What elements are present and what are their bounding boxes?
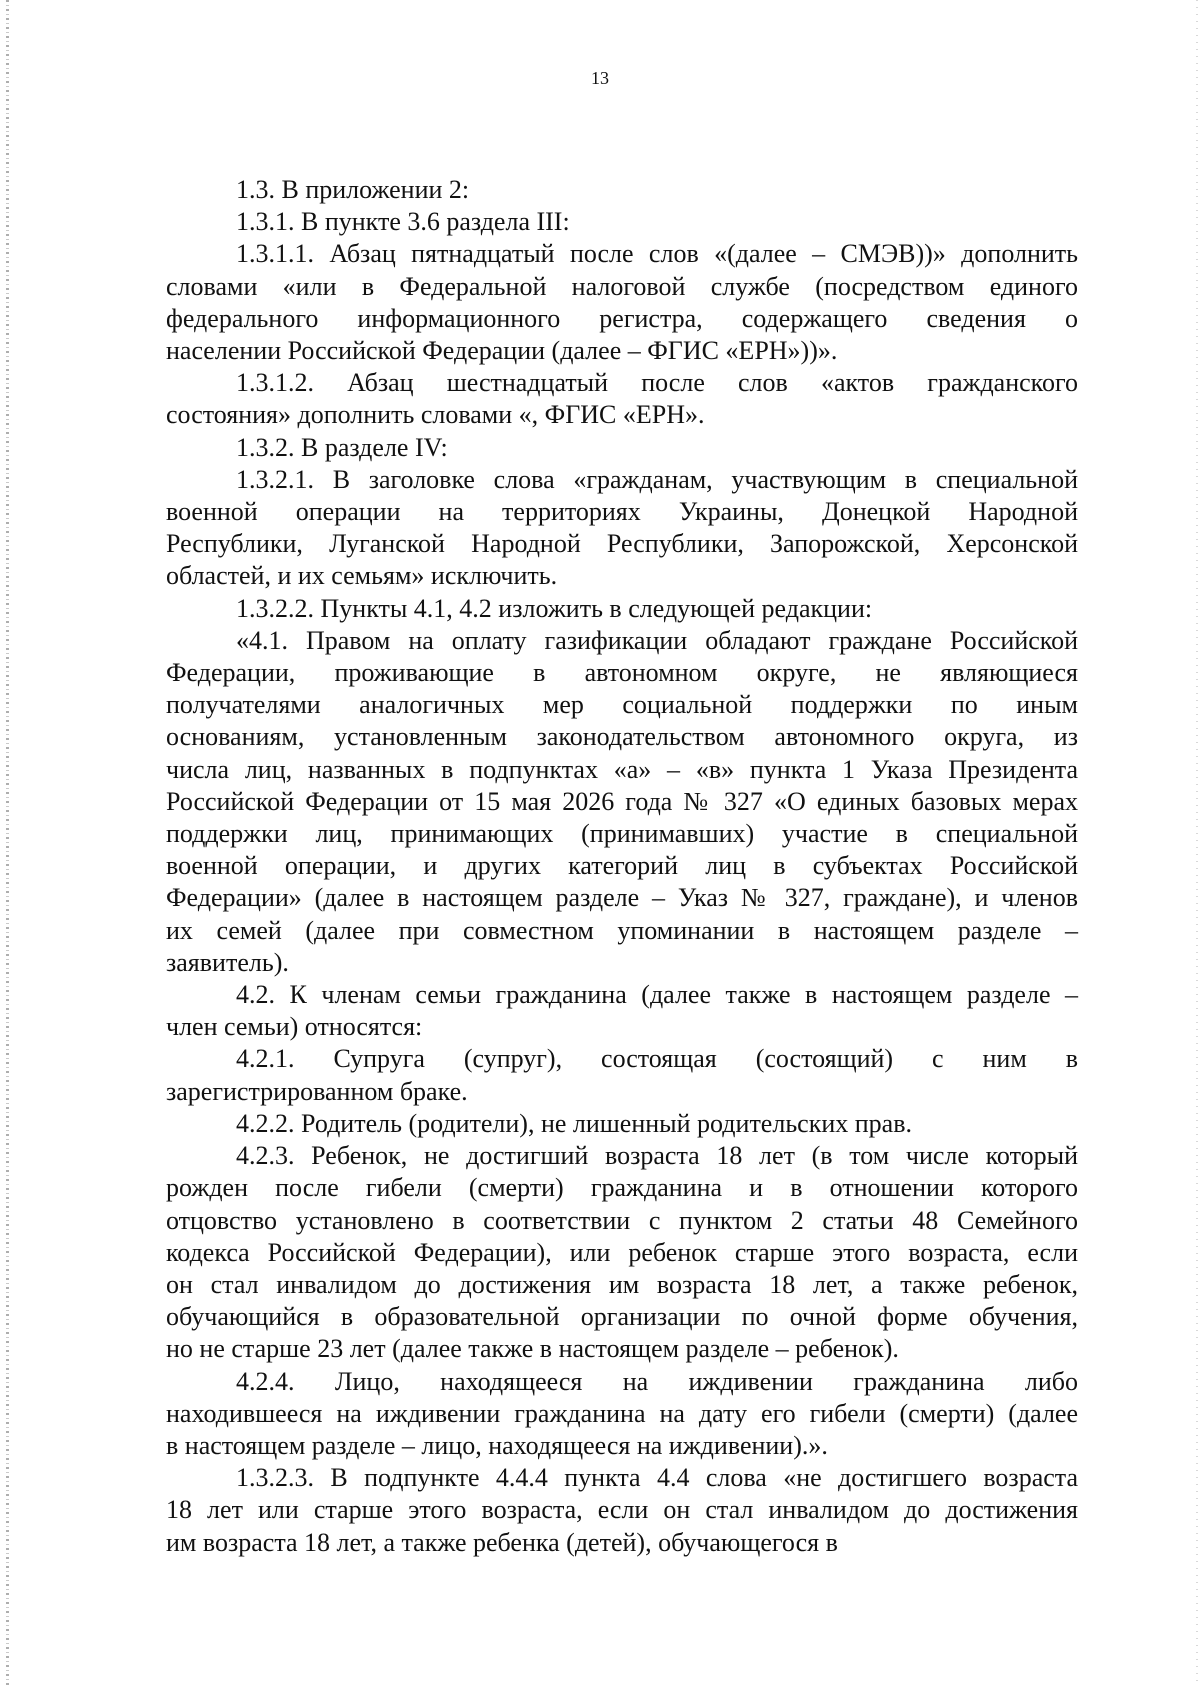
paragraph-line: основаниям, установленным законодательством автономного округа, из — [166, 722, 1078, 752]
paragraph-line: кодекса Российской Федерации), или ребенок старше этого возраста, если — [166, 1237, 1078, 1267]
paragraph — [166, 1043, 1078, 1107]
paragraph-line: им возраста 18 лет, а также ребенка (детей), обучающегося в — [166, 1527, 838, 1557]
paragraph-line: 1.3.2.3. В подпункте 4.4.4 пункта 4.4 слова «не достигшего возраста — [236, 1463, 1078, 1493]
paragraph-line: 4.2. К членам семьи гражданина (далее также в настоящем разделе – — [236, 980, 1078, 1010]
paragraph-line: 4.2.4. Лицо, находящееся на иждивении гражданина либо — [236, 1366, 1078, 1396]
paragraph-line: 1.3.2. В разделе IV: — [236, 432, 448, 462]
paragraph-line: он стал инвалидом до достижения им возраста 18 лет, а также ребенок, — [166, 1269, 1078, 1299]
paragraph — [166, 1462, 1078, 1559]
paragraph-line: 1.3. В приложении 2: — [236, 175, 470, 204]
paragraph-line: зарегистрированном браке. — [166, 1076, 468, 1106]
document-body — [166, 174, 1078, 1559]
paragraph-line: 1.3.1.2. Абзац шестнадцатый после слов «актов гражданского — [236, 368, 1078, 398]
paragraph-line: Федерации» (далее в настоящем разделе – Указ № 327, граждане), и членов — [166, 883, 1078, 913]
paragraph-line: член семьи) относятся: — [166, 1012, 423, 1042]
scan-right-edge — [1196, 0, 1198, 1686]
paragraph — [166, 238, 1078, 367]
paragraph-line: 1.3.2.2. Пункты 4.1, 4.2 изложить в следующей редакции: — [236, 593, 873, 623]
paragraph-line: 1.3.1. В пункте 3.6 раздела III: — [236, 207, 570, 237]
paragraph-line: 4.2.1. Супруга (супруг), состоящая (состоящий) с ним в — [236, 1044, 1078, 1074]
paragraph-line: обучающийся в образовательной организации по очной форме обучения, — [166, 1302, 1078, 1332]
paragraph-line: их семей (далее при совместном упоминании в настоящем разделе – — [166, 915, 1078, 945]
paragraph-line: федерального информационного регистра, содержащего сведения о — [166, 303, 1078, 333]
paragraph-line: поддержки лиц, принимающих (принимавших) участие в специальной — [166, 819, 1078, 849]
paragraph — [166, 625, 1078, 979]
paragraph-line: «4.1. Правом на оплату газификации обладают граждане Российской — [236, 625, 1078, 655]
paragraph — [166, 174, 1078, 206]
paragraph-line: военной операции, и других категорий лиц в субъектах Российской — [166, 851, 1078, 881]
paragraph — [166, 464, 1078, 593]
paragraph — [166, 432, 1078, 464]
paragraph-line: но не старше 23 лет (далее также в настоящем разделе – ребенок). — [166, 1334, 899, 1364]
paragraph-line: 18 лет или старше этого возраста, если он стал инвалидом до достижения — [166, 1495, 1078, 1525]
paragraph — [166, 979, 1078, 1043]
paragraph-line: населении Российской Федерации (далее – ФГИС «ЕРН»))». — [166, 336, 838, 366]
scan-left-edge — [6, 0, 9, 1686]
paragraph-line: 4.2.3. Ребенок, не достигший возраста 18 лет (в том числе который — [236, 1141, 1078, 1171]
paragraph-line: 1.3.1.1. Абзац пятнадцатый после слов «(далее – СМЭВ))» дополнить — [236, 239, 1078, 269]
paragraph-line: находившееся на иждивении гражданина на дату его гибели (смерти) (далее — [166, 1398, 1078, 1428]
paragraph-line: 1.3.2.1. В заголовке слова «гражданам, участвующим в специальной — [236, 464, 1078, 494]
paragraph-line: числа лиц, названных в подпунктах «а» – «в» пункта 1 Указа Президента — [166, 754, 1078, 784]
paragraph-line: военной операции на территориях Украины, Донецкой Народной — [166, 497, 1078, 527]
paragraph-line: 4.2.2. Родитель (родители), не лишенный родительских прав. — [236, 1108, 912, 1138]
paragraph-line: рожден после гибели (смерти) гражданина и в отношении которого — [166, 1173, 1078, 1203]
paragraph-line: получателями аналогичных мер социальной поддержки по иным — [166, 690, 1078, 720]
paragraph — [166, 206, 1078, 238]
paragraph-line: заявитель). — [166, 947, 289, 977]
paragraph-line: Федерации, проживающие в автономном округе, не являющиеся — [166, 658, 1078, 688]
paragraph — [166, 1140, 1078, 1365]
paragraph — [166, 367, 1078, 431]
paragraph-line: в настоящем разделе – лицо, находящееся на иждивении).». — [166, 1430, 828, 1460]
paragraph — [166, 1108, 1078, 1140]
paragraph — [166, 593, 1078, 625]
paragraph — [166, 1366, 1078, 1463]
paragraph-line: состояния» дополнить словами «, ФГИС «ЕРН». — [166, 400, 705, 430]
paragraph-line: Российской Федерации от 15 мая 2026 года № 327 «О единых базовых мерах — [166, 786, 1078, 816]
paragraph-line: Республики, Луганской Народной Республики, Запорожской, Херсонской — [166, 529, 1078, 559]
paragraph-line: отцовство установлено в соответствии с пунктом 2 статьи 48 Семейного — [166, 1205, 1078, 1235]
page-number: 13 — [591, 68, 609, 88]
paragraph-line: словами «или в Федеральной налоговой службе (посредством единого — [166, 271, 1078, 301]
paragraph-line: областей, и их семьям» исключить. — [166, 561, 558, 591]
